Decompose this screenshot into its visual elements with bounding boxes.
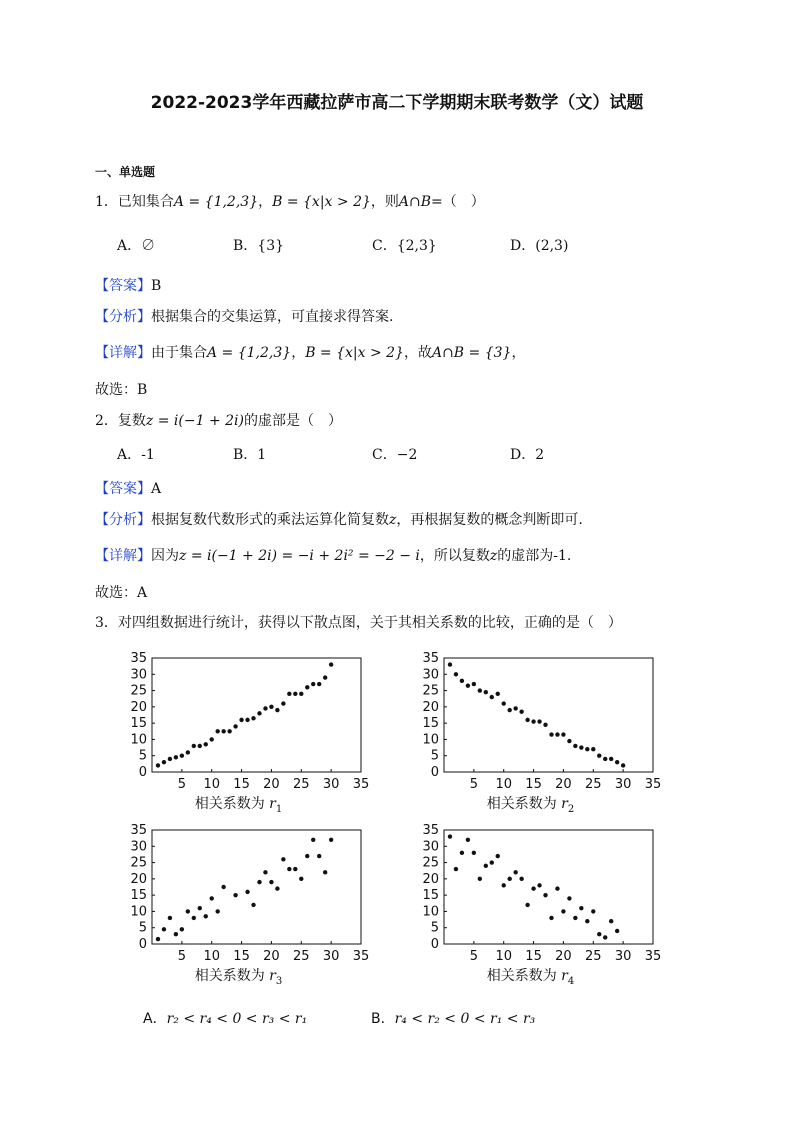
data-point [466,683,470,687]
plot-caption: 相关系数为 $r_3$ [194,968,283,987]
analysis-text: 根据复数代数形式的乘法运算化简复数 [151,512,389,528]
data-point [525,903,529,907]
data-point [615,760,619,764]
data-point [603,935,607,939]
x-tick-label: 15 [525,949,542,964]
q1-analysis [95,308,393,326]
data-point [454,867,458,871]
detail-text: 由于集合 [151,345,207,361]
x-tick-label: 25 [293,949,310,964]
option-value: 2 [535,447,545,463]
data-point [537,883,541,887]
data-point [496,854,500,858]
data-point [478,877,482,881]
q1-option-c [372,237,437,255]
q1-option-b [233,237,284,255]
detail-expression: z = i(−1 + 2i) = −i + 2i² = −2 − i [179,548,420,564]
q2-stem [95,412,342,430]
data-point [519,710,523,714]
x-tick-label: 20 [263,949,280,964]
x-tick-label: 5 [469,949,478,964]
q1-detail [95,344,525,362]
data-point [275,708,279,712]
y-tick-label: 15 [130,716,147,732]
y-tick-label: 25 [422,855,439,871]
plot-frame [152,830,361,944]
data-point [287,692,291,696]
plot-caption: 相关系数为 $r_4$ [486,968,575,987]
data-point [579,906,583,910]
q2-detail [95,547,571,565]
data-point [198,906,202,910]
option-value: ∅ [141,238,156,254]
data-point [579,745,583,749]
detail-text: ，故 [403,345,432,361]
y-tick-label: 5 [138,748,147,764]
data-point [609,919,613,923]
data-point [591,747,595,751]
q1-stem [95,193,485,211]
data-point [609,757,613,761]
answer-value: B [151,278,162,294]
data-point [174,755,178,759]
x-tick-label: 30 [322,777,340,792]
x-tick-label: 20 [555,949,572,964]
x-tick-label: 25 [585,777,602,792]
q2-stem-prefix: 复数 [117,413,146,429]
data-point [174,932,178,936]
y-tick-label: 30 [422,667,439,683]
y-tick-label: 25 [130,683,147,699]
data-point [573,744,577,748]
data-point [251,716,255,720]
data-point [460,679,464,683]
detail-text: 的虚部为-1. [497,548,572,564]
data-point [251,903,255,907]
detail-set-a: A = {1,2,3} [207,345,292,361]
detail-var: z [489,548,498,564]
y-tick-label: 10 [422,732,439,748]
data-point [537,719,541,723]
y-tick-label: 30 [130,667,147,683]
data-point [275,886,279,890]
detail-comma: ， [291,345,306,361]
data-point [555,732,559,736]
option-label: A． [143,1011,167,1027]
data-point [281,701,285,705]
y-tick-label: 25 [422,683,439,699]
data-point [233,893,237,897]
detail-set-b: B = {x|x > 2} [305,345,404,361]
data-point [162,927,166,931]
data-point [585,747,589,751]
data-point [269,880,273,884]
data-point [210,737,214,741]
data-point [555,886,559,890]
option-label: D． [510,238,536,254]
data-point [204,914,208,918]
data-point [496,692,500,696]
y-tick-label: 15 [422,716,439,732]
data-point [323,870,327,874]
data-point [215,729,219,733]
data-point [204,742,208,746]
y-tick-label: 35 [422,651,439,666]
x-tick-label: 25 [293,777,310,792]
option-label: D． [510,447,536,463]
plot-caption: 相关系数为 $r_2$ [486,796,575,815]
detail-result: A∩B = {3} [431,345,512,361]
data-point [484,690,488,694]
q1-set-a: A = {1,2,3} [173,194,259,210]
x-tick-label: 35 [644,777,662,792]
detail-text: 因为 [151,548,179,564]
analysis-text: ，再根据复数的概念判断即可. [396,512,583,528]
analysis-text: 根据集合的交集运算，可直接求得答案. [151,309,394,325]
data-point [210,896,214,900]
data-point [281,857,285,861]
y-tick-label: 10 [422,904,439,920]
data-point [507,708,511,712]
q3-stem [95,614,622,632]
plot-frame [444,658,653,772]
q1-option-d [510,237,568,255]
x-tick-label: 35 [644,949,662,964]
x-tick-label: 10 [495,777,512,792]
data-point [573,916,577,920]
y-tick-label: 25 [130,855,147,871]
data-point [448,834,452,838]
section-heading: 一、单选题 [95,165,156,179]
option-label: B． [371,1011,395,1027]
data-point [603,757,607,761]
data-point [329,838,333,842]
data-point [180,927,184,931]
data-point [567,896,571,900]
data-point [186,750,190,754]
q1-comma: ， [258,194,273,210]
option-value: -1 [141,447,155,463]
data-point [561,909,565,913]
data-point [525,718,529,722]
q3-option-a [143,1010,307,1028]
q1-number: 1． [95,194,118,210]
data-point [317,682,321,686]
data-point [490,860,494,864]
x-tick-label: 35 [352,777,370,792]
option-value: r₂ < r₄ < 0 < r₃ < r₁ [166,1011,308,1027]
detail-text: ， [511,345,526,361]
data-point [615,929,619,933]
detail-tag: 【详解】 [95,345,151,361]
data-point [311,682,315,686]
option-value: (2,3) [535,238,569,254]
analysis-tag: 【分析】 [95,512,151,528]
data-point [221,885,225,889]
data-point [454,672,458,676]
y-tick-label: 35 [422,823,439,838]
x-tick-label: 35 [352,949,370,964]
data-point [543,723,547,727]
data-point [502,883,506,887]
data-point [162,760,166,764]
data-point [263,870,267,874]
option-value: r₄ < r₂ < 0 < r₁ < r₃ [394,1011,536,1027]
y-tick-label: 0 [138,937,147,952]
data-point [299,692,303,696]
data-point [168,757,172,761]
y-tick-label: 20 [422,871,439,887]
data-point [519,877,523,881]
data-point [507,877,511,881]
x-tick-label: 20 [555,777,572,792]
detail-tag: 【详解】 [95,548,151,564]
data-point [299,877,303,881]
data-point [221,729,225,733]
q2-analysis [95,511,583,529]
y-tick-label: 0 [138,765,147,780]
q1-stem-mid: ，则 [370,194,399,210]
y-tick-label: 20 [130,871,147,887]
data-point [156,937,160,941]
x-tick-label: 25 [585,949,602,964]
data-point [311,838,315,842]
data-point [156,763,160,767]
scatter-plot-r4 [418,823,662,987]
data-point [549,732,553,736]
data-point [198,744,202,748]
data-point [621,763,625,767]
data-point [478,688,482,692]
q3-option-b [371,1010,535,1028]
data-point [472,682,476,686]
data-point [561,732,565,736]
q2-answer [95,480,161,498]
analysis-var: z [389,512,397,528]
option-label: C． [372,447,397,463]
option-value: {2,3} [396,238,437,254]
data-point [585,919,589,923]
data-point [597,932,601,936]
data-point [257,711,261,715]
data-point [502,701,506,705]
data-point [245,890,249,894]
answer-tag: 【答案】 [95,278,151,294]
y-tick-label: 20 [422,699,439,715]
data-point [484,864,488,868]
y-tick-label: 5 [430,748,439,764]
page-title: 2022-2023学年西藏拉萨市高二下学期期末联考数学（文）试题 [150,93,644,113]
y-tick-label: 35 [130,823,147,838]
y-tick-label: 30 [130,839,147,855]
data-point [239,718,243,722]
q1-set-b: B = {x|x > 2} [272,194,371,210]
option-label: C． [372,238,397,254]
data-point [215,909,219,913]
scatter-plot-r1 [126,651,370,815]
data-point [460,851,464,855]
x-tick-label: 10 [203,949,220,964]
y-tick-label: 35 [130,651,147,666]
data-point [293,692,297,696]
detail-text: ，所以复数 [419,548,490,564]
data-point [233,724,237,728]
data-point [227,729,231,733]
option-label: B． [233,238,258,254]
y-tick-label: 20 [130,699,147,715]
data-point [192,916,196,920]
option-value: 1 [257,447,267,463]
data-point [180,754,184,758]
answer-tag: 【答案】 [95,481,151,497]
data-point [597,754,601,758]
data-point [269,705,273,709]
data-point [591,909,595,913]
option-value: −2 [396,447,418,463]
q1-choice: 故选：B [95,382,148,398]
data-point [513,870,517,874]
data-point [257,880,261,884]
x-tick-label: 20 [263,777,280,792]
data-point [317,854,321,858]
data-point [287,867,291,871]
q1-stem-suffix: =（ ） [431,194,485,210]
q2-stem-suffix: 的虚部是（ ） [243,413,342,429]
option-label: B． [233,447,258,463]
q1-option-a [117,237,155,255]
data-point [168,916,172,920]
data-point [466,838,470,842]
y-tick-label: 15 [422,888,439,904]
q2-choice: 故选：A [95,585,148,601]
data-point [186,909,190,913]
q2-expression: z = i(−1 + 2i) [145,413,244,429]
x-tick-label: 30 [614,777,632,792]
y-tick-label: 0 [430,765,439,780]
y-tick-label: 5 [430,920,439,936]
y-tick-label: 0 [430,937,439,952]
x-tick-label: 5 [469,777,478,792]
plot-frame [444,830,653,944]
x-tick-label: 30 [322,949,340,964]
x-tick-label: 15 [525,777,542,792]
data-point [323,675,327,679]
data-point [513,706,517,710]
data-point [543,893,547,897]
x-tick-label: 30 [614,949,632,964]
q1-expression: A∩B [398,194,432,210]
plot-caption: 相关系数为 $r_1$ [194,796,283,815]
x-tick-label: 15 [233,777,250,792]
data-point [490,695,494,699]
data-point [531,886,535,890]
data-point [472,851,476,855]
y-tick-label: 10 [130,732,147,748]
x-tick-label: 5 [177,777,186,792]
option-label: A． [117,238,142,254]
data-point [549,916,553,920]
q2-option-c [372,446,417,464]
option-value: {3} [257,238,285,254]
y-tick-label: 5 [138,920,147,936]
y-tick-label: 10 [130,904,147,920]
q3-number: 3． [95,615,118,631]
q2-number: 2． [95,413,118,429]
analysis-tag: 【分析】 [95,309,151,325]
data-point [263,706,267,710]
y-tick-label: 15 [130,888,147,904]
data-point [448,662,452,666]
q1-answer [95,277,161,295]
y-tick-label: 30 [422,839,439,855]
data-point [293,867,297,871]
data-point [329,662,333,666]
x-tick-label: 5 [177,949,186,964]
q2-option-a [117,446,155,464]
q2-option-b [233,446,266,464]
data-point [192,744,196,748]
data-point [245,718,249,722]
x-tick-label: 10 [203,777,220,792]
q2-option-d [510,446,544,464]
data-point [567,739,571,743]
option-label: A． [117,447,142,463]
q3-stem-text: 对四组数据进行统计，获得以下散点图，关于其相关系数的比较，正确的是（ ） [117,615,622,631]
x-tick-label: 10 [495,949,512,964]
data-point [305,854,309,858]
x-tick-label: 15 [233,949,250,964]
scatter-plot-r2 [418,651,662,815]
scatter-plot-r3 [126,823,370,987]
data-point [305,685,309,689]
q1-stem-prefix: 已知集合 [117,194,174,210]
data-point [531,719,535,723]
answer-value: A [151,481,162,497]
